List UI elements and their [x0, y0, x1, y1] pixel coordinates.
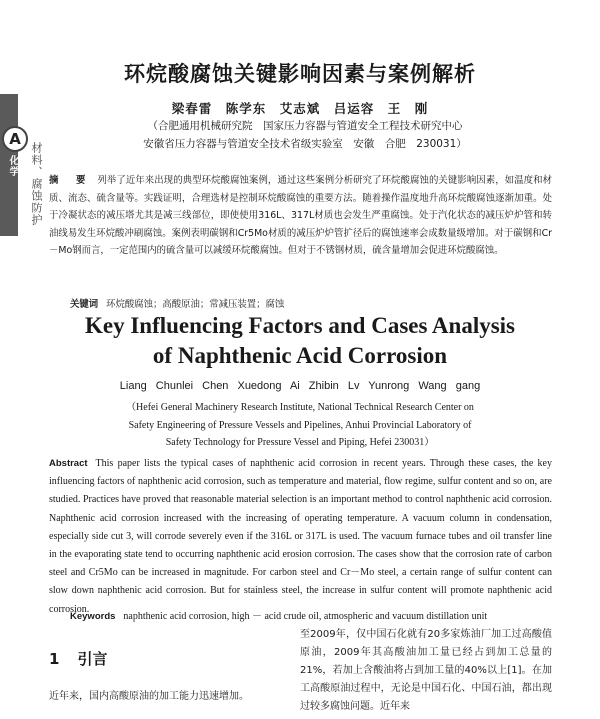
section-heading: [49, 648, 107, 669]
chinese-abstract: [49, 172, 552, 260]
body-text-left-column: 近年来，国内高酸原油的加工能力迅速增加。: [49, 691, 249, 702]
english-abstract-text: This paper lists the typical cases of naphthenic acid corrosion in recent years. Through these cases, the key influencing factors of naphthenic acid corrosion, such as temperature and material, flow regime, sulfur content and so on, are studied. Practices have proved that reasonable material selection is an important method to control naphthenic acid corrosion. Naphthenic acid corrosion increased with the increasing of operating temperature. A vacuum column in condensation, especially side cut 3, will corrode severely even if the 316L or 317L is used. The vacuum furnace tubes and oil transfer line in the evaporating state tend to occurring naphthenic acid erosion corrosion. The cases show that the corrosion rate of carbon steel and Cr5Mo can be increased in magnitude. For carbon steel and Cr－Mo steel, a certain range of sulfur content can slow down naphthenic acid corrosion. But for stainless steel, the increase in sulfur content will promote naphthenic acid corrosion.: [49, 458, 552, 615]
margin-label-primary: 化学: [7, 155, 18, 177]
english-keywords: [70, 607, 550, 622]
chinese-title: 环烷酸腐蚀关键影响因素与案例解析: [124, 62, 476, 86]
english-affiliation-line: Safety Engineering of Pressure Vessels and Pipelines, Anhui Provincial Laboratory of: [128, 419, 472, 431]
section-title: 引言: [77, 650, 108, 668]
chinese-affiliation: [110, 117, 500, 153]
chinese-authors: 梁春雷 陈学东 艾志斌 吕运容 王 刚: [171, 101, 429, 116]
chinese-keywords: [70, 296, 550, 310]
category-badge: A: [2, 126, 28, 152]
chinese-keywords-text: 环烷酸腐蚀；高酸原油；常减压装置；腐蚀: [106, 299, 285, 310]
chinese-abstract-label: 摘 要: [49, 175, 90, 186]
english-abstract-label: Abstract: [49, 458, 88, 469]
english-affiliation: [80, 399, 520, 452]
chinese-affiliation-line: （合肥通用机械研究院 国家压力容器与管道安全工程技术研究中心: [147, 120, 463, 132]
chinese-affiliation-line: 安徽省压力容器与管道安全技术省级实验室 安徽 合肥 230031）: [143, 138, 467, 150]
chinese-keywords-label: 关键词: [70, 299, 99, 310]
chinese-abstract-text: 列举了近年来出现的典型环烷酸腐蚀案例，通过这些案例分析研究了环烷酸腐蚀的关键影响因素，如温度和材质、流态、硫含量等。实践证明，合理选材是控制环烷酸腐蚀的重要方法。随着操作温度地升高环烷酸腐蚀逐渐加重。处于冷凝状态的减压塔尤其是减三线部位，即使使用316L、317L材质也会发生严重腐蚀。处于汽化状态的减压炉炉管和转油线易发生环烷酸冲刷腐蚀。案例表明碳钢和Cr5Mo材质的减压炉炉管扩径后的腐蚀速率会成数量级增加。对于碳钢和Cr－Mo钢而言，一定范围内的硫含量可以减缓环烷酸腐蚀。但对于不锈钢材质，硫含量增加会促进环烷酸腐蚀。: [49, 175, 552, 257]
english-affiliation-line: Safety Technology for Pressure Vessel and Piping, Hefei 230031）: [165, 437, 435, 448]
english-keywords-text: naphthenic acid corrosion, high － acid crude oil, atmospheric and vacuum distillation unit: [123, 611, 488, 622]
section-number: 1: [49, 650, 60, 668]
english-title: [0, 311, 600, 371]
english-authors: Liang Chunlei Chen Xuedong Ai Zhibin Lv Yunrong Wang gang: [119, 380, 481, 392]
body-text-right-column: 至2009年，仅中国石化就有20多家炼油厂加工过高酸值原油，2009年其高酸油加工量已经占到加工总量的21%，若加上含酸油将占到加工量的40%以上[1]。在加工高酸原油过程中，无论是中国石化、中国石油，都出现过较多腐蚀问题。近年来: [300, 629, 552, 712]
english-title-line: Key Influencing Factors and Cases Analysis: [84, 313, 515, 338]
english-abstract: [49, 455, 552, 619]
english-affiliation-line: （Hefei General Machinery Research Institute, National Technical Research Center on: [126, 402, 474, 413]
margin-label-secondary: 材料、腐蚀防护: [30, 142, 43, 226]
english-keywords-label: Keywords: [70, 611, 116, 622]
english-title-line: of Naphthenic Acid Corrosion: [152, 343, 448, 368]
